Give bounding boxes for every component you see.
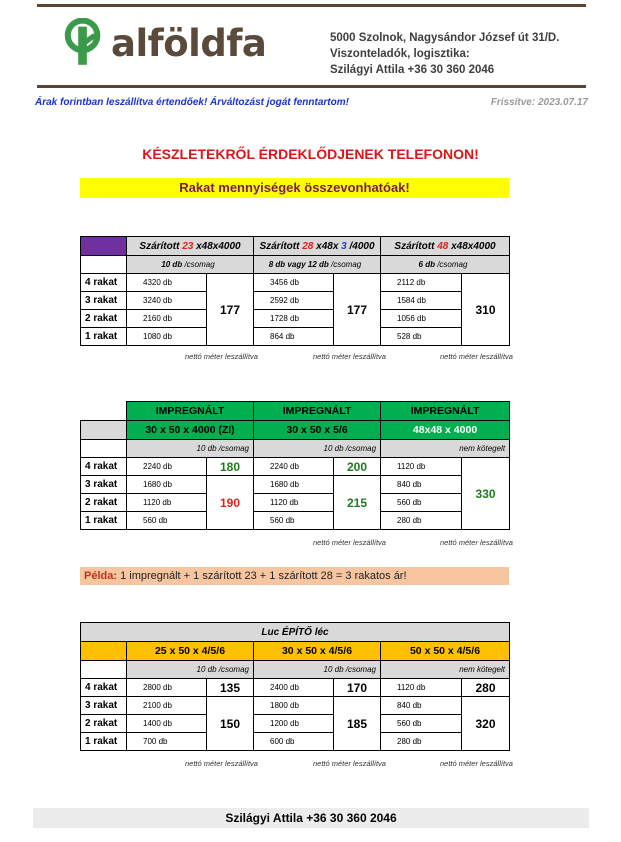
count-cell: 840 db	[381, 697, 462, 715]
table-title: Luc ÉPÍTŐ léc	[81, 623, 510, 642]
price-cell: 135	[207, 679, 254, 697]
row-label: 3 rakat	[81, 697, 127, 715]
price-cell: 310	[462, 274, 510, 346]
tree-logo-icon	[60, 18, 112, 70]
size-header: 30 x 50 x 4000 (ZI)	[127, 421, 254, 440]
top-rule	[37, 4, 586, 7]
column-header: IMPREGNÁLT	[254, 402, 381, 421]
count-cell: 1680 db	[127, 476, 207, 494]
price-cell: 280	[462, 679, 510, 697]
count-cell: 2800 db	[127, 679, 207, 697]
row-label: 2 rakat	[81, 715, 127, 733]
count-cell: 2240 db	[254, 458, 334, 476]
column-header: IMPREGNÁLT	[127, 402, 254, 421]
empty-cell	[81, 440, 127, 458]
size-header: 30 x 50 x 5/6	[254, 421, 381, 440]
count-cell: 2160 db	[127, 310, 207, 328]
brand-name: alföldfa	[111, 22, 267, 65]
price-cell: 200	[334, 458, 381, 476]
count-cell: 3456 db	[254, 274, 334, 292]
count-cell: 560 db	[381, 494, 462, 512]
row-label: 1 rakat	[81, 512, 127, 530]
count-cell: 1800 db	[254, 697, 334, 715]
pack-info: 10 db /csomag	[254, 661, 381, 679]
count-cell: 3240 db	[127, 292, 207, 310]
count-cell: 1200 db	[254, 715, 334, 733]
netto-note: nettó méter leszállítva	[440, 352, 513, 361]
impregnated-lumber-table	[80, 401, 510, 530]
column-header: IMPREGNÁLT	[381, 402, 510, 421]
price-note: Árak forintban leszállítva értendőek! Árváltozást jogát fenntartom!	[35, 97, 349, 108]
count-cell: 560 db	[381, 715, 462, 733]
count-cell: 560 db	[127, 512, 207, 530]
company-address	[330, 30, 559, 78]
column-header: Szárított 23 x48x4000	[127, 237, 254, 256]
count-cell: 1120 db	[381, 679, 462, 697]
count-cell: 2240 db	[127, 458, 207, 476]
example-banner: Példa: 1 impregnált + 1 szárított 23 + 1 szárított 28 = 3 rakatos ár!	[80, 567, 509, 585]
row-label: 1 rakat	[81, 328, 127, 346]
count-cell: 2400 db	[254, 679, 334, 697]
size-header: 50 x 50 x 4/5/6	[381, 642, 510, 661]
netto-note: nettó méter leszállítva	[185, 352, 258, 361]
price-cell: 190	[207, 476, 254, 530]
empty-cell	[81, 256, 127, 274]
price-cell: 177	[207, 274, 254, 346]
address-line: 5000 Szolnok, Nagysándor József út 31/D.	[330, 32, 560, 44]
row-label: 4 rakat	[81, 274, 127, 292]
yellow-banner: Rakat mennyiségek összevonhatóak!	[80, 178, 509, 198]
size-header: 30 x 50 x 4/5/6	[254, 642, 381, 661]
empty-cell	[81, 421, 127, 440]
count-cell: 864 db	[254, 328, 334, 346]
netto-note: nettó méter leszállítva	[313, 538, 386, 547]
count-cell: 840 db	[381, 476, 462, 494]
price-cell: 320	[462, 697, 510, 751]
row-label: 4 rakat	[81, 458, 127, 476]
price-cell: 177	[334, 274, 381, 346]
footer-contact: Szilágyi Attila +36 30 360 2046	[33, 808, 589, 828]
pack-info: nem kötegelt	[381, 440, 510, 458]
price-cell: 330	[462, 458, 510, 530]
empty-cell	[81, 661, 127, 679]
pack-info: nem kötegelt	[381, 661, 510, 679]
pack-info: 10 db /csomag	[254, 440, 381, 458]
count-cell: 700 db	[127, 733, 207, 751]
count-cell: 280 db	[381, 512, 462, 530]
count-cell: 2100 db	[127, 697, 207, 715]
stock-heading: KÉSZLETEKRŐL ÉRDEKLŐDJENEK TELEFONON!	[142, 146, 479, 162]
row-label: 2 rakat	[81, 310, 127, 328]
empty-cell	[81, 642, 127, 661]
price-cell: 215	[334, 476, 381, 530]
row-label: 3 rakat	[81, 292, 127, 310]
updated-date: Frissítve: 2023.07.17	[490, 97, 588, 108]
address-line: Szilágyi Attila +36 30 360 2046	[330, 64, 495, 76]
count-cell: 1080 db	[127, 328, 207, 346]
size-header: 48x48 x 4000	[381, 421, 510, 440]
pack-info: 10 db /csomag	[127, 661, 254, 679]
netto-note: nettó méter leszállítva	[440, 759, 513, 768]
count-cell: 1056 db	[381, 310, 462, 328]
pack-info: 6 db /csomag	[381, 256, 510, 274]
row-label: 1 rakat	[81, 733, 127, 751]
empty-corner	[81, 402, 127, 421]
price-cell: 170	[334, 679, 381, 697]
price-cell: 150	[207, 697, 254, 751]
price-cell: 185	[334, 697, 381, 751]
count-cell: 560 db	[254, 512, 334, 530]
count-cell: 280 db	[381, 733, 462, 751]
address-line: Viszonteladók, logisztika:	[330, 48, 470, 60]
count-cell: 1120 db	[127, 494, 207, 512]
row-label: 3 rakat	[81, 476, 127, 494]
row-label: 4 rakat	[81, 679, 127, 697]
column-header: Szárított 28 x48x 3 /4000	[254, 237, 381, 256]
count-cell: 1680 db	[254, 476, 334, 494]
netto-note: nettó méter leszállítva	[313, 759, 386, 768]
count-cell: 528 db	[381, 328, 462, 346]
pack-info: 10 db /csomag	[127, 256, 254, 274]
count-cell: 2592 db	[254, 292, 334, 310]
count-cell: 1120 db	[381, 458, 462, 476]
netto-note: nettó méter leszállítva	[440, 538, 513, 547]
pack-info: 10 db /csomag	[127, 440, 254, 458]
row-label: 2 rakat	[81, 494, 127, 512]
count-cell: 1120 db	[254, 494, 334, 512]
count-cell: 1728 db	[254, 310, 334, 328]
corner-cell	[81, 237, 127, 256]
column-header: Szárított 48 x48x4000	[381, 237, 510, 256]
count-cell: 4320 db	[127, 274, 207, 292]
netto-note: nettó méter leszállítva	[313, 352, 386, 361]
header-rule	[37, 85, 586, 88]
netto-note: nettó méter leszállítva	[185, 759, 258, 768]
pack-info: 8 db vagy 12 db /csomag	[254, 256, 381, 274]
count-cell: 2112 db	[381, 274, 462, 292]
spruce-lath-table	[80, 622, 510, 751]
count-cell: 1400 db	[127, 715, 207, 733]
dried-lumber-table	[80, 236, 510, 346]
price-cell: 180	[207, 458, 254, 476]
count-cell: 600 db	[254, 733, 334, 751]
count-cell: 1584 db	[381, 292, 462, 310]
size-header: 25 x 50 x 4/5/6	[127, 642, 254, 661]
